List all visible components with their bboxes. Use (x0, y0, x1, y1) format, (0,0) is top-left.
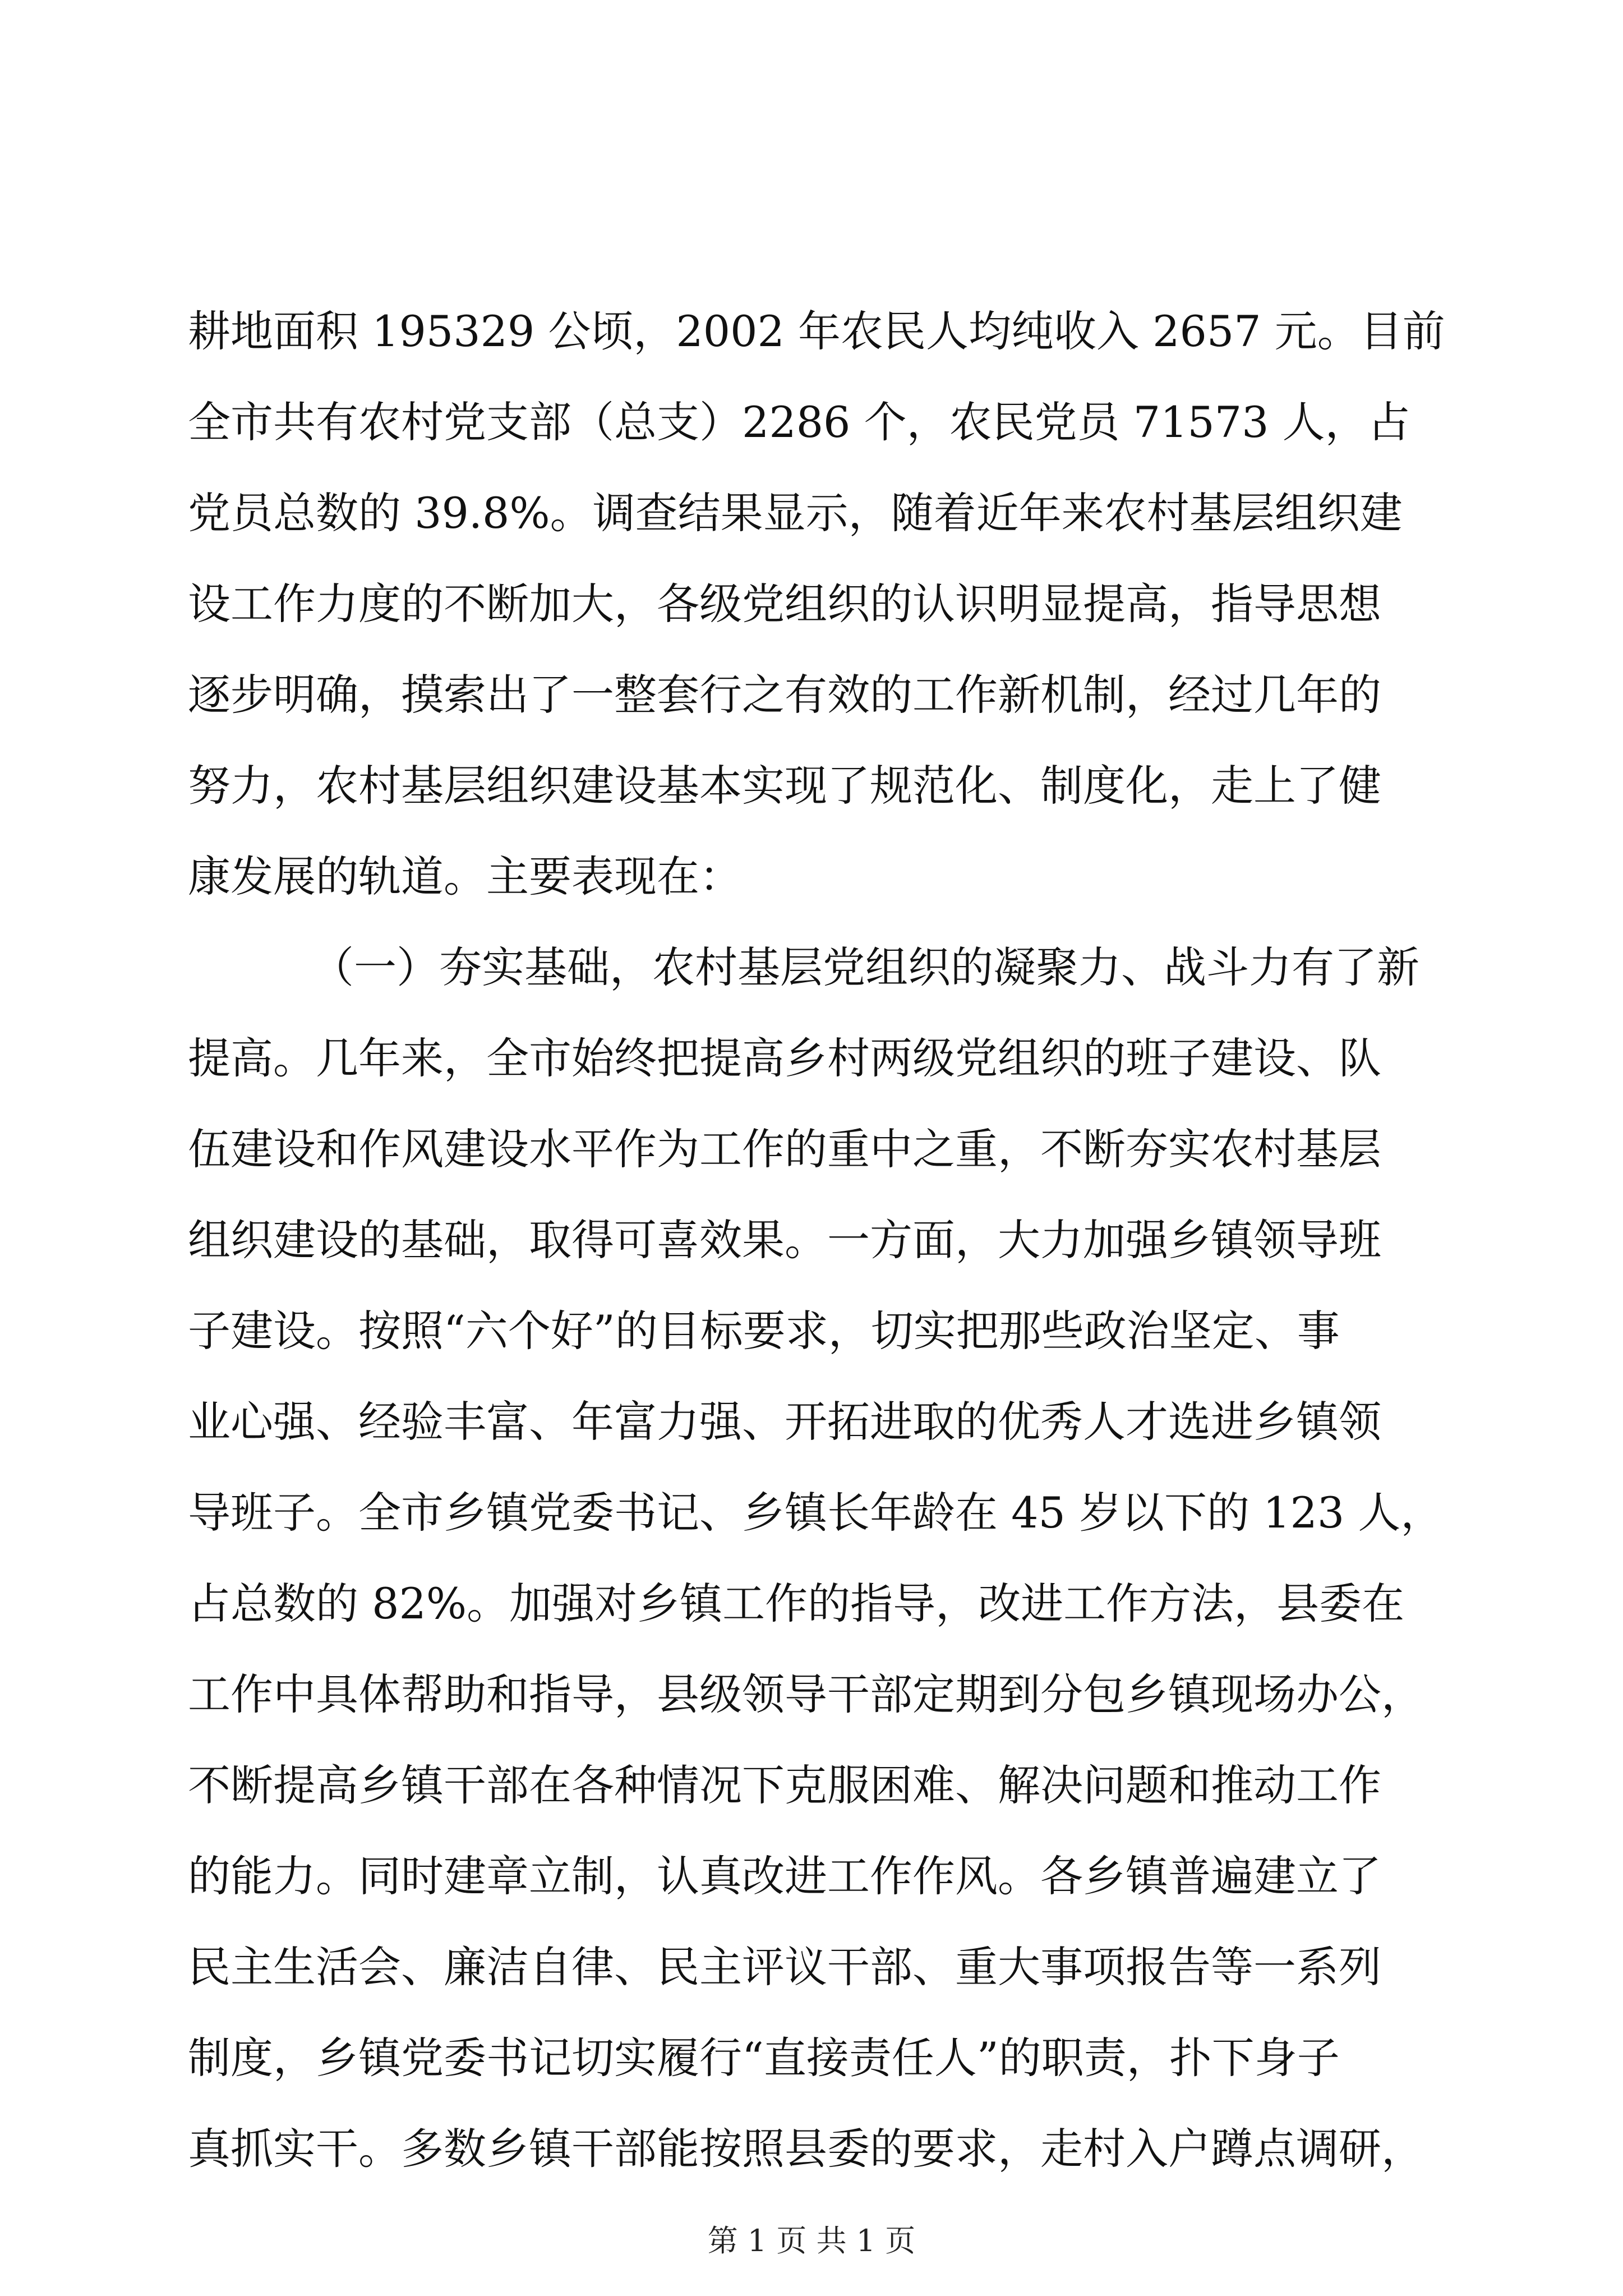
text-line (0, 1476, 1623, 1549)
text-line-content: 耕地面积 195329 公顷，2002 年农民人均纯收入 2657 元。目前 (188, 306, 1445, 356)
text-line (0, 1386, 1623, 1458)
text-line-content: 工作中具体帮助和指导，县级领导干部定期到分包乡镇现场办公， (188, 1669, 1424, 1719)
text-line-content: 提高。几年来，全市始终把提高乡村两级党组织的班子建设、队 (188, 1033, 1381, 1083)
text-line-content: 导班子。全市乡镇党委书记、乡镇长年龄在 45 岁以下的 123 人， (188, 1488, 1444, 1538)
text-line (0, 295, 1623, 368)
text-line (0, 1295, 1623, 1368)
text-line (0, 386, 1623, 459)
text-line (0, 2113, 1623, 2185)
text-line-content: 占总数的 82%。加强对乡镇工作的指导，改进工作方法，县委在 (188, 1579, 1405, 1628)
text-line (0, 2022, 1623, 2095)
text-line (0, 749, 1623, 822)
text-line (0, 1113, 1623, 1186)
text-line (0, 568, 1623, 641)
text-line (0, 1931, 1623, 2004)
text-line-content: 康发展的轨道。主要表现在： (188, 852, 742, 901)
text-line-content: 党员总数的 39.8%。调查结果显示，随着近年来农村基层组织建 (188, 488, 1403, 538)
text-line-content: 业心强、经验丰富、年富力强、开拓进取的优秀人才选进乡镇领 (188, 1397, 1381, 1447)
text-line (0, 840, 1623, 913)
text-line-content: 民主生活会、廉洁自律、民主评议干部、重大事项报告等一系列 (188, 1942, 1381, 1992)
text-line-content: 努力，农村基层组织建设基本实现了规范化、制度化，走上了健 (188, 761, 1381, 811)
text-line-content: 的能力。同时建章立制，认真改进工作作风。各乡镇普遍建立了 (188, 1851, 1381, 1901)
paragraph-start-line (0, 931, 1623, 1004)
text-line-content: 不断提高乡镇干部在各种情况下克服困难、解决问题和推动工作 (188, 1760, 1381, 1810)
text-line-content: 伍建设和作风建设水平作为工作的重中之重，不断夯实农村基层 (188, 1124, 1381, 1174)
text-line (0, 1658, 1623, 1731)
text-line-content: 设工作力度的不断加大，各级党组织的认识明显提高，指导思想 (188, 579, 1381, 629)
text-line-content: 组织建设的基础，取得可喜效果。一方面，大力加强乡镇领导班 (188, 1215, 1381, 1265)
text-line (0, 659, 1623, 731)
text-line-content: （一）夯实基础，农村基层党组织的凝聚力、战斗力有了新 (311, 942, 1419, 992)
text-line (0, 1022, 1623, 1095)
text-line (0, 1840, 1623, 1913)
text-line-content: 子建设。按照“六个好”的目标要求，切实把那些政治坚定、事 (188, 1306, 1340, 1356)
text-line (0, 1204, 1623, 1277)
text-line (0, 477, 1623, 550)
text-line-content: 真抓实干。多数乡镇干部能按照县委的要求，走村入户蹲点调研， (188, 2124, 1424, 2174)
text-line-content: 制度，乡镇党委书记切实履行“直接责任人”的职责，扑下身子 (188, 2033, 1340, 2083)
page-footer: 第 1 页 共 1 页 (707, 2223, 916, 2258)
text-line (0, 1567, 1623, 1640)
text-line-content: 逐步明确，摸索出了一整套行之有效的工作新机制，经过几年的 (188, 670, 1381, 720)
text-line-content: 全市共有农村党支部（总支）2286 个，农民党员 71573 人，占 (188, 397, 1410, 447)
text-line (0, 1749, 1623, 1822)
